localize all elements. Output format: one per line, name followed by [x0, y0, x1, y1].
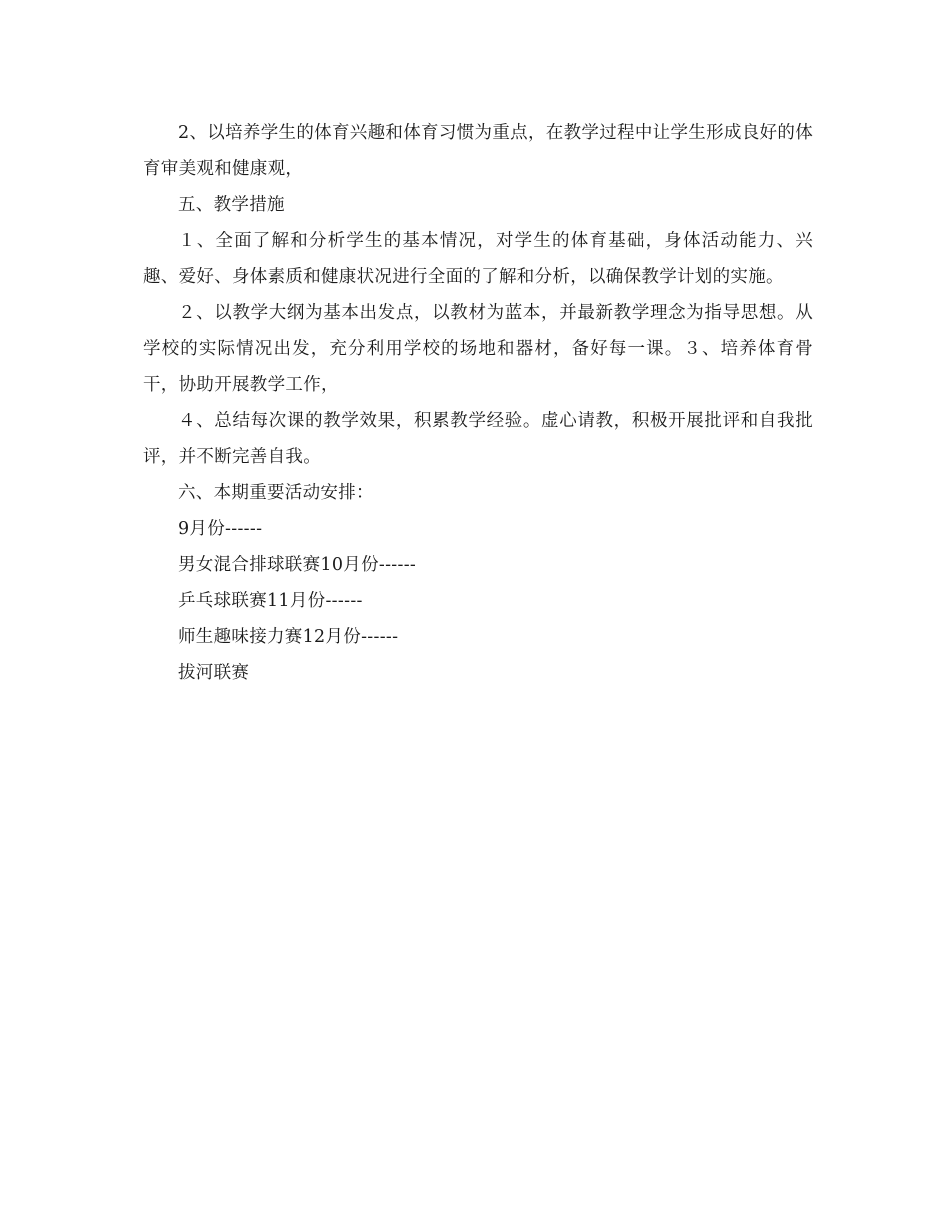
schedule-line-october: 男女混合排球联赛10月份------: [178, 555, 417, 575]
paragraph-measure-1: １、全面了解和分析学生的基本情况，对学生的体育基础，身体活动能力、兴趣、爱好、身体素质和健康状况进行全面的了解和分析，以确保教学计划的实施。: [143, 231, 813, 287]
schedule-line-september: 9月份------: [178, 519, 263, 539]
schedule-line-november: 乒乓球联赛11月份------: [178, 591, 363, 611]
heading-activity-schedule: 六、本期重要活动安排：: [178, 483, 374, 503]
heading-teaching-measures: 五、教学措施: [178, 195, 285, 215]
document-body: [143, 115, 813, 691]
paragraph-measure-4: ４、总结每次课的教学效果，积累教学经验。虚心请教，积极开展批评和自我批评，并不断完善自我。: [143, 411, 813, 467]
paragraph-measure-2-3: ２、以教学大纲为基本出发点，以教材为蓝本，并最新教学理念为指导思想。从学校的实际情况出发，充分利用学校的场地和器材，备好每一课。３、培养体育骨干，协助开展教学工作，: [143, 303, 813, 395]
paragraph-goal-2: 2、以培养学生的体育兴趣和体育习惯为重点，在教学过程中让学生形成良好的体育审美观和健康观，: [143, 123, 813, 179]
schedule-line-tug-of-war: 拔河联赛: [178, 663, 250, 683]
schedule-line-december: 师生趣味接力赛12月份------: [178, 627, 399, 647]
